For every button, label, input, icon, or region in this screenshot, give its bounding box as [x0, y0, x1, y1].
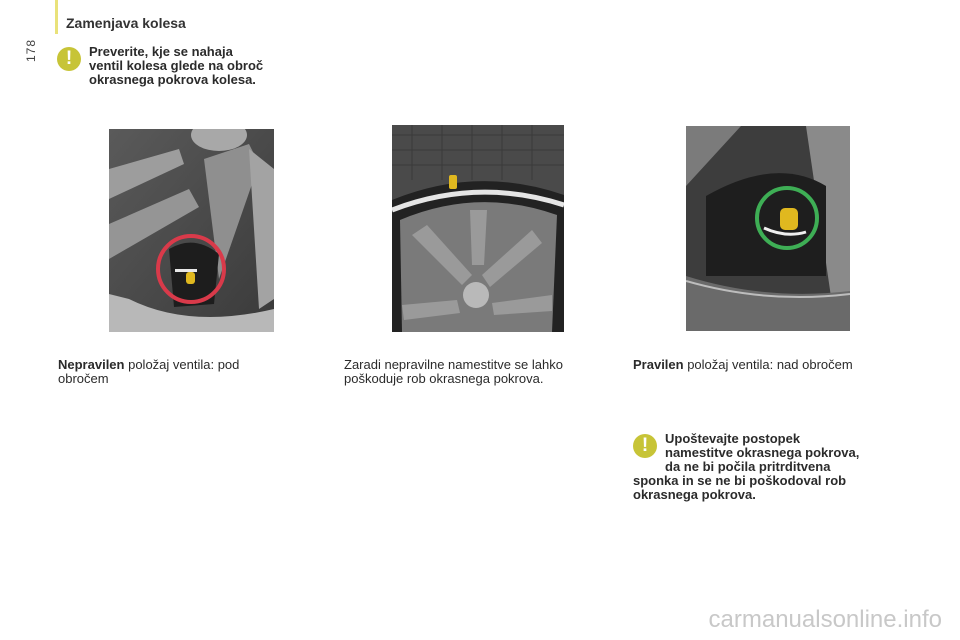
valve-stem: [449, 175, 457, 189]
page-number: 178: [24, 38, 38, 62]
note-line: Preverite, kje se nahaja: [89, 44, 233, 59]
incorrect-valve-position-photo: [109, 129, 274, 332]
caption-text: položaj ventila: pod: [124, 357, 240, 372]
caption-text: položaj ventila: nad obročem: [683, 357, 853, 372]
caption-text: obročem: [58, 371, 109, 386]
note-line: da ne bi počila pritrditvena: [665, 459, 831, 474]
warning-note-bottom: [633, 432, 913, 502]
damaged-hubcap-edge-photo: [392, 125, 564, 332]
caption-bold-label: Pravilen: [633, 357, 684, 372]
caption-incorrect-position: [58, 358, 239, 386]
sidebar-accent-line: [55, 0, 58, 34]
note-line: namestitve okrasnega pokrova,: [665, 445, 860, 460]
warning-note-top: [89, 45, 263, 87]
watermark: carmanualsonline.info: [708, 606, 942, 633]
caption-bold-label: Nepravilen: [58, 357, 125, 372]
caption-text: Zaradi nepravilne namestitve se lahko: [344, 357, 563, 372]
warning-exclamation-icon: !: [57, 47, 81, 71]
caption-damage-warning: [344, 358, 563, 386]
note-line: okrasnega pokrova kolesa.: [89, 72, 256, 87]
note-line: Upoštevajte postopek: [665, 431, 801, 446]
caption-correct-position: [633, 358, 853, 372]
correct-valve-position-photo: [686, 126, 850, 331]
note-line: okrasnega pokrova.: [633, 487, 756, 502]
note-line: sponka in se ne bi poškodoval rob: [633, 473, 847, 488]
caption-text: poškoduje rob okrasnega pokrova.: [344, 371, 544, 386]
note-line: ventil kolesa glede na obroč: [89, 58, 264, 73]
section-title: Zamenjava kolesa: [66, 15, 186, 31]
warning-exclamation-icon: !: [633, 434, 657, 458]
